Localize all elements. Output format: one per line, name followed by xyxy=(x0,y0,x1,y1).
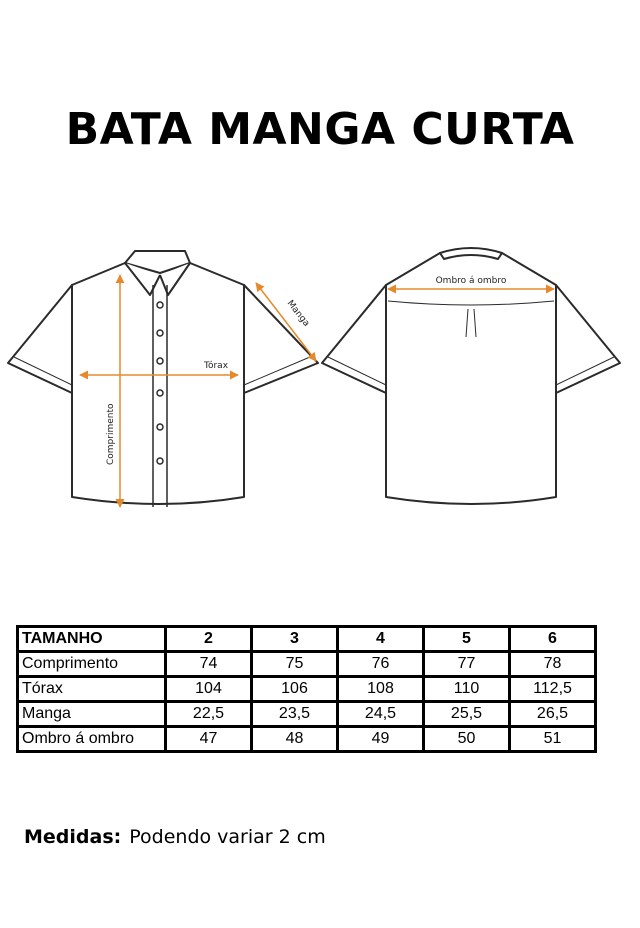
manga-label: Manga xyxy=(284,298,312,329)
table-cell: 104 xyxy=(166,677,252,702)
row-label: Tórax xyxy=(18,677,166,702)
table-cell: 112,5 xyxy=(510,677,596,702)
front-shirt xyxy=(8,251,318,507)
table-cell: 25,5 xyxy=(424,702,510,727)
header-size-3: 3 xyxy=(252,627,338,652)
table-row xyxy=(18,727,596,752)
table-cell: 48 xyxy=(252,727,338,752)
torax-label: Tórax xyxy=(204,361,229,371)
table-cell: 75 xyxy=(252,652,338,677)
size-table-header-row xyxy=(18,627,596,652)
table-cell: 22,5 xyxy=(166,702,252,727)
size-table xyxy=(16,625,597,753)
row-label: Comprimento xyxy=(18,652,166,677)
table-cell: 23,5 xyxy=(252,702,338,727)
table-cell: 51 xyxy=(510,727,596,752)
table-row xyxy=(18,652,596,677)
page-title: BATA MANGA CURTA xyxy=(65,104,575,155)
header-size-4: 4 xyxy=(338,627,424,652)
measurement-note-label: Medidas: xyxy=(24,826,122,848)
row-label: Manga xyxy=(18,702,166,727)
table-cell: 26,5 xyxy=(510,702,596,727)
shirt-diagram xyxy=(0,235,640,525)
header-size-6: 6 xyxy=(510,627,596,652)
table-cell: 50 xyxy=(424,727,510,752)
table-row xyxy=(18,702,596,727)
measurement-note xyxy=(24,826,326,848)
table-cell: 49 xyxy=(338,727,424,752)
row-label: Ombro á ombro xyxy=(18,727,166,752)
back-shirt xyxy=(322,248,620,504)
table-cell: 78 xyxy=(510,652,596,677)
table-cell: 74 xyxy=(166,652,252,677)
table-cell: 76 xyxy=(338,652,424,677)
table-row xyxy=(18,677,596,702)
ombro-label: Ombro á ombro xyxy=(435,276,507,286)
measurement-note-text: Podendo variar 2 cm xyxy=(129,826,326,848)
table-cell: 47 xyxy=(166,727,252,752)
header-tamanho: TAMANHO xyxy=(18,627,166,652)
table-cell: 77 xyxy=(424,652,510,677)
header-size-2: 2 xyxy=(166,627,252,652)
table-cell: 106 xyxy=(252,677,338,702)
table-cell: 110 xyxy=(424,677,510,702)
header-size-5: 5 xyxy=(424,627,510,652)
table-cell: 24,5 xyxy=(338,702,424,727)
table-cell: 108 xyxy=(338,677,424,702)
comprimento-label: Comprimento xyxy=(106,403,116,465)
